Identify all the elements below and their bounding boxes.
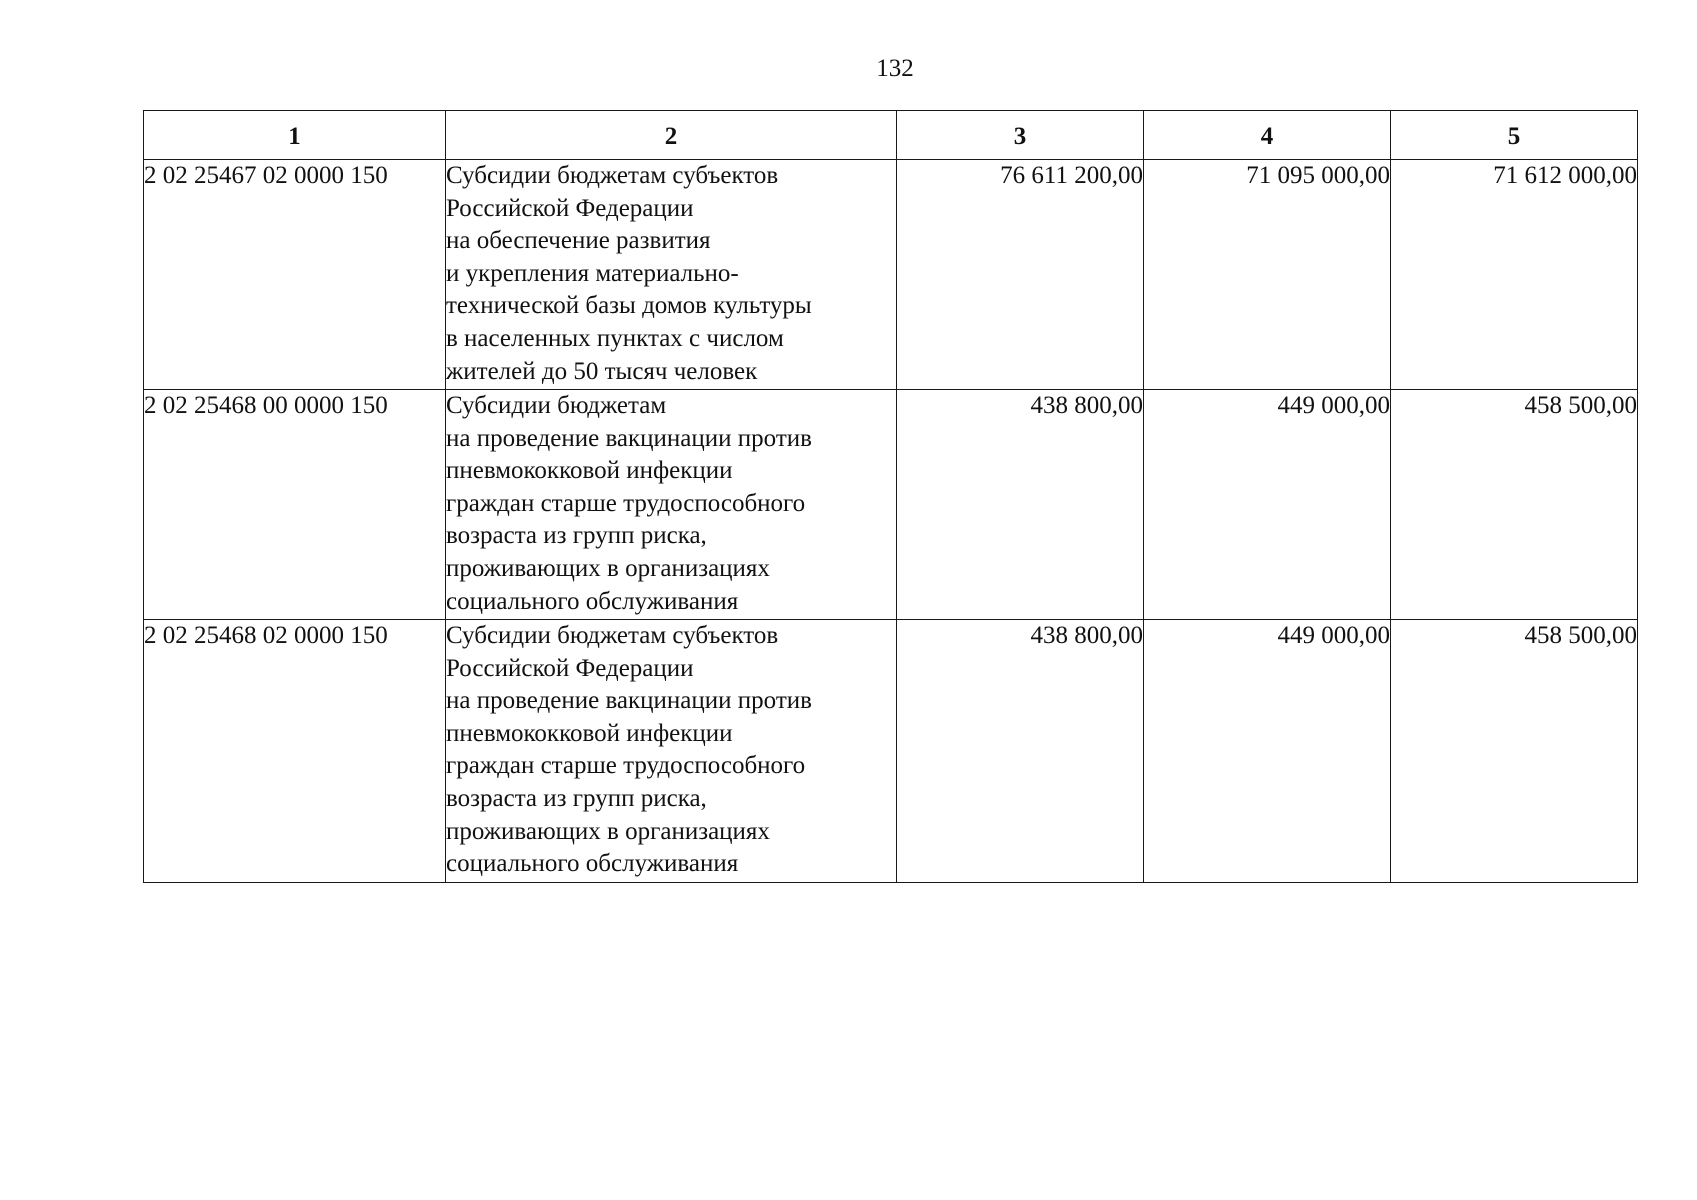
amount-col3-cell: 438 800,00 bbox=[897, 620, 1144, 883]
amount-col5-cell: 458 500,00 bbox=[1391, 390, 1638, 620]
budget-code-cell: 2 02 25468 02 0000 150 bbox=[144, 620, 446, 883]
table-row bbox=[144, 390, 1638, 620]
description-cell: Субсидии бюджетам на проведение вакцинации против пневмококковой инфекции граждан старше трудоспособного возраста из групп риска, проживающих в организациях социального обслуживания bbox=[446, 390, 897, 620]
page-number: 132 bbox=[876, 55, 914, 82]
table-row bbox=[144, 160, 1638, 390]
amount-col5-cell: 71 612 000,00 bbox=[1391, 160, 1638, 390]
budget-table bbox=[143, 110, 1638, 883]
column-header-1: 1 bbox=[144, 111, 446, 160]
table-row bbox=[144, 620, 1638, 883]
description-cell: Субсидии бюджетам субъектов Российской Федерации на обеспечение развития и укрепления материально- технической базы домов культуры в населенных пунктах с числом жителей до 50 тысяч человек bbox=[446, 160, 897, 390]
column-header-5: 5 bbox=[1391, 111, 1638, 160]
column-header-3: 3 bbox=[897, 111, 1144, 160]
amount-col4-cell: 71 095 000,00 bbox=[1144, 160, 1391, 390]
budget-code-cell: 2 02 25467 02 0000 150 bbox=[144, 160, 446, 390]
amount-col3-cell: 438 800,00 bbox=[897, 390, 1144, 620]
amount-col4-cell: 449 000,00 bbox=[1144, 620, 1391, 883]
column-header-4: 4 bbox=[1144, 111, 1391, 160]
header-row bbox=[144, 111, 1638, 160]
amount-col4-cell: 449 000,00 bbox=[1144, 390, 1391, 620]
budget-code-cell: 2 02 25468 00 0000 150 bbox=[144, 390, 446, 620]
amount-col3-cell: 76 611 200,00 bbox=[897, 160, 1144, 390]
amount-col5-cell: 458 500,00 bbox=[1391, 620, 1638, 883]
column-header-2: 2 bbox=[446, 111, 897, 160]
description-cell: Субсидии бюджетам субъектов Российской Федерации на проведение вакцинации против пневмококковой инфекции граждан старше трудоспособного возраста из групп риска, проживающих в организациях социального обслуживания bbox=[446, 620, 897, 883]
